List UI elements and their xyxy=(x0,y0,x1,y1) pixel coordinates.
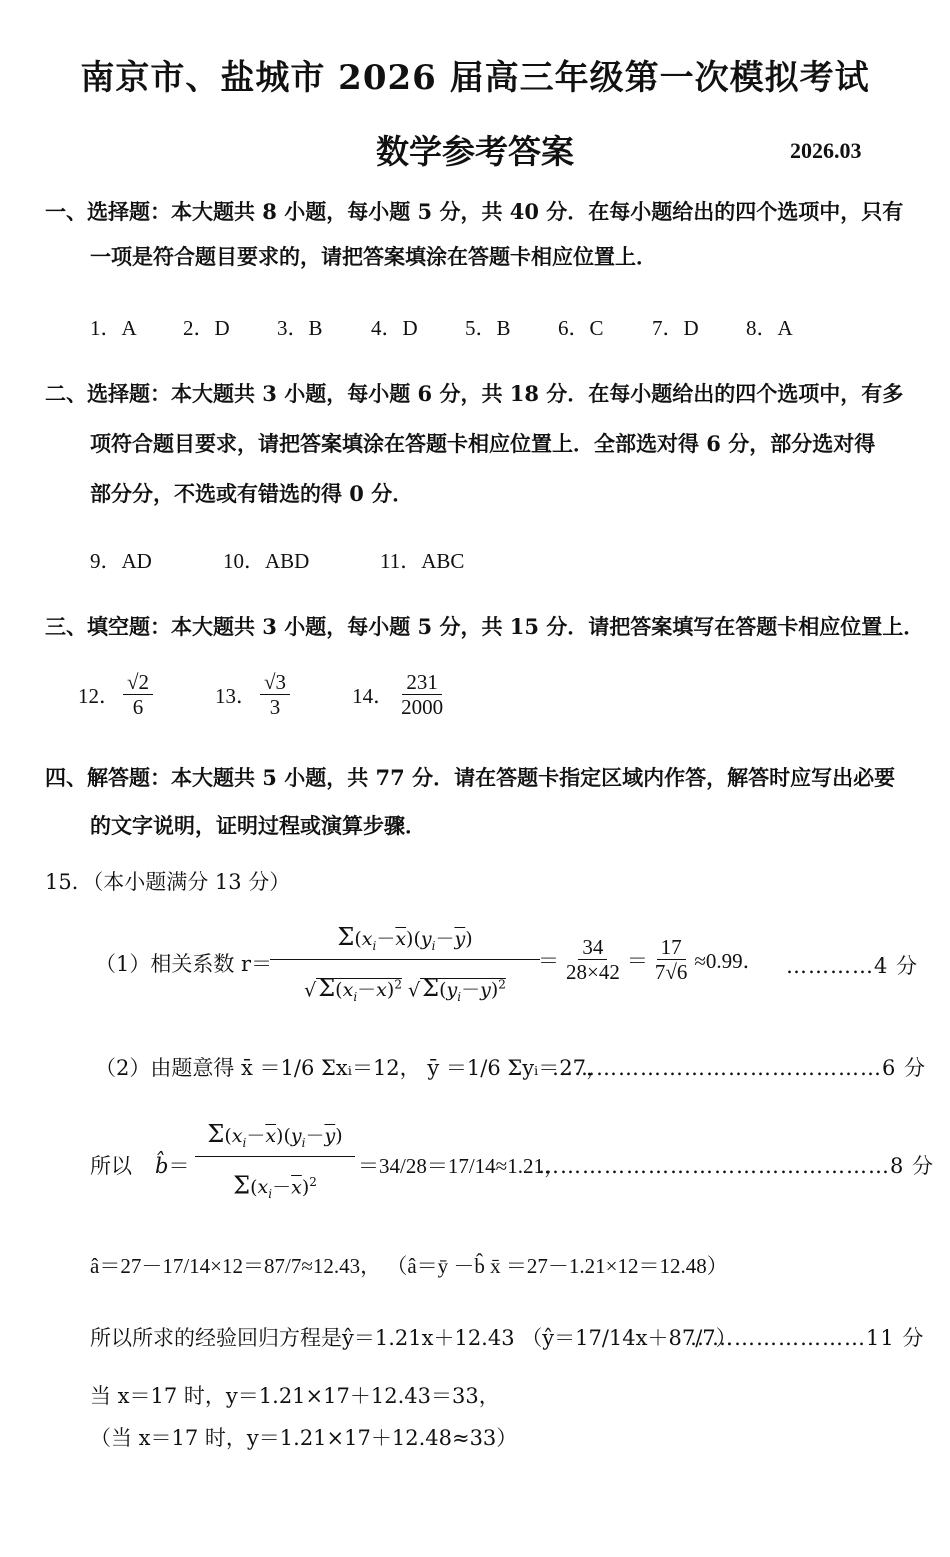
equals-sign: ＝ xyxy=(626,948,648,973)
answer-item: 6．C xyxy=(558,316,604,340)
q15-title: 15．（本小题满分 13 分） xyxy=(45,870,291,894)
q13-numerator: √3 xyxy=(260,670,290,695)
frac2-denominator: 7√6 xyxy=(654,960,688,985)
answer-item: 11．ABC xyxy=(380,549,465,573)
page-title: 南京市、盐城市 2026 届高三年级第一次模拟考试 xyxy=(80,58,870,98)
exam-date: 2026.03 xyxy=(790,138,862,163)
section1-heading-line1: 一、选择题：本大题共 8 小题，每小题 5 分，共 40 分．在每小题给出的四个选项中，只有 xyxy=(45,199,904,224)
answer-item: 2．D xyxy=(183,316,230,340)
answer-item: 10．ABD xyxy=(223,549,310,573)
correlation-formula xyxy=(270,915,540,1010)
b-hat-formula xyxy=(195,1112,355,1207)
correlation-numerator: $\Sigma(x_i-\overline{x})(y_i-\overline{y})$ xyxy=(337,923,473,953)
q12-fraction xyxy=(123,670,153,719)
correlation-result xyxy=(538,935,764,984)
equals-sign: ＝ xyxy=(538,948,559,973)
section3-heading: 三、填空题：本大题共 3 小题，每小题 5 分，共 15 分．请把答案填写在答题卡相应位置上． xyxy=(45,614,925,639)
a-hat-line: â＝27－17/14×12＝87/7≈12.43， （â＝ȳ －b̂ x̄ ＝27－1.21×12＝12.48） xyxy=(90,1254,728,1278)
q14-denominator: 2000 xyxy=(401,695,444,720)
page-subtitle: 数学参考答案 xyxy=(376,132,574,171)
section4-heading-line1: 四、解答题：本大题共 5 小题，共 77 分．请在答题卡指定区域内作答，解答时应写出必要 xyxy=(45,765,896,790)
q14-numerator: 231 xyxy=(402,670,442,695)
section1-heading-line2: 一项是符合题目要求的，请把答案填涂在答题卡相应位置上． xyxy=(90,244,657,269)
answer-item: 3．B xyxy=(277,316,323,340)
section2-heading-line3: 部分分，不选或有错选的得 0 分． xyxy=(90,481,414,506)
q12-label: 12． xyxy=(78,683,120,708)
when-line-2: （当 x＝17 时，y＝1.21×17＋12.48≈33） xyxy=(90,1426,518,1450)
b-result: ＝34/28＝17/14≈1.21， xyxy=(358,1154,565,1178)
q15-part1-label: （1）相关系数 r＝ xyxy=(95,952,273,976)
section1-answers xyxy=(90,312,793,342)
q12-numerator: √2 xyxy=(123,670,153,695)
b-score: …………………………………………8 分 xyxy=(538,1154,935,1178)
correlation-denominator: $√\Sigma(x_i-\overline{x})^2$ $√\Sigma(y_i-\overline{y})^2$ xyxy=(304,974,506,1005)
q13-denominator: 3 xyxy=(269,695,281,720)
b-numerator: $\Sigma(x_i-\overline{x})(y_i-\overline{y})$ xyxy=(207,1120,343,1150)
frac1-denominator: 28×42 xyxy=(566,960,620,985)
correlation-frac1 xyxy=(562,935,624,984)
answer-item: 5．B xyxy=(465,316,511,340)
answer-item: 9．AD xyxy=(90,549,152,573)
q15-part2-text: （2）由题意得 x̄ ＝1/6 Σxᵢ＝12， ȳ ＝1/6 Σyᵢ＝27， xyxy=(95,1056,608,1080)
b-label: 所以 xyxy=(90,1154,132,1178)
correlation-frac2 xyxy=(651,935,692,984)
answer-item: 7．D xyxy=(652,316,699,340)
when-line-1: 当 x＝17 时，y＝1.21×17＋12.43＝33， xyxy=(90,1384,500,1408)
answer-item: 1．A xyxy=(90,316,137,340)
frac2-numerator: 17 xyxy=(657,935,686,960)
section2-heading-line2: 项符合题目要求，请把答案填涂在答题卡相应位置上．全部选对得 6 分，部分选对得 xyxy=(90,431,876,456)
q13-label: 13． xyxy=(215,683,258,708)
regression-score: ……………………11 分 xyxy=(690,1326,925,1350)
q12-denominator: 6 xyxy=(132,695,144,720)
section2-answers xyxy=(90,545,464,575)
q14-label: 14． xyxy=(352,683,395,708)
frac1-numerator: 34 xyxy=(578,935,607,960)
part1-score: …………4 分 xyxy=(786,954,919,978)
section4-heading-line2: 的文字说明，证明过程或演算步骤． xyxy=(90,813,426,838)
answer-item: 8．A xyxy=(746,316,793,340)
correlation-approx: ≈0.99． xyxy=(694,948,764,973)
section2-heading-line1: 二、选择题：本大题共 3 小题，每小题 6 分，共 18 分．在每小题给出的四个选项中，有多 xyxy=(45,381,904,406)
answer-item: 4．D xyxy=(371,316,418,340)
fill-in-answers xyxy=(78,670,450,719)
b-hat-symbol: b̂＝ xyxy=(155,1154,190,1178)
b-denominator: $\Sigma(x_i-\overline{x})^2$ xyxy=(233,1171,317,1202)
q14-fraction xyxy=(397,670,447,719)
regression-line: 所以所求的经验回归方程是ŷ＝1.21x＋12.43 （ŷ＝17/14x＋87/7）． xyxy=(90,1326,748,1350)
q13-fraction xyxy=(260,670,290,719)
part2-score: ………………………………………6 分 xyxy=(552,1056,927,1080)
